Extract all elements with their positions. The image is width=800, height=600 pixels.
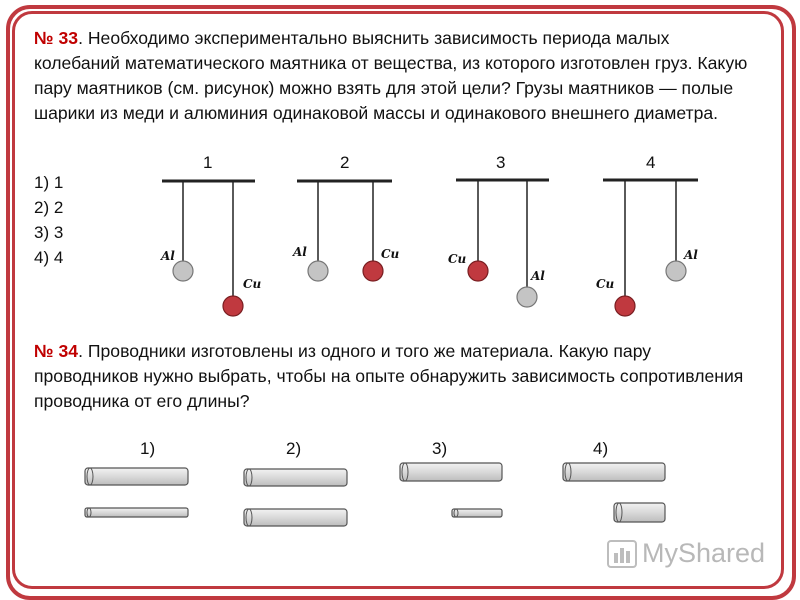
material-label-set3-right: Al [531, 269, 545, 283]
material-label-set1-left: Al [161, 249, 175, 263]
material-label-set2-right: Cu [381, 247, 400, 261]
copper-ball [615, 296, 635, 316]
conductor-pair-2 [244, 469, 347, 526]
aluminum-ball [308, 261, 328, 281]
conductor-pair-3 [400, 463, 502, 517]
aluminum-ball [173, 261, 193, 281]
conductor-option-label-2: 2) [286, 439, 302, 458]
conductor-rod [400, 463, 502, 481]
conductor-rod [563, 463, 665, 481]
answer-option-3: 3) 3 [34, 223, 64, 242]
material-label-set1-right: Cu [243, 277, 262, 291]
conductor-rod [452, 509, 502, 517]
conductor-pair-1 [85, 468, 188, 517]
pendulum-set-1 [162, 181, 255, 316]
answer-option-2: 2) 2 [34, 198, 64, 217]
answer-option-1: 1) 1 [34, 173, 64, 192]
conductor-pair-4 [563, 463, 665, 522]
material-label-set4-left: Cu [596, 277, 615, 291]
material-label-set2-left: Al [293, 245, 307, 259]
conductor-option-label-4: 4) [593, 439, 609, 458]
material-label-set3-left: Cu [448, 252, 467, 266]
pendulum-set-label-2: 2 [340, 153, 350, 172]
conductor-rod [244, 509, 347, 526]
problem-34 [34, 339, 754, 414]
pendulum-set-3 [456, 180, 549, 307]
conductor-rod [85, 468, 188, 485]
problem-33-text: . Необходимо экспериментально выяснить зависимость периода малых колебаний математического маятника от вещества, из которого изготовлен груз. Какую пару маятников (см. рисунок) можно взять для этой цели? Грузы маятников — полые шарики из меди и алюминия одинаковой массы и одинакового внешнего диаметра. [34, 28, 748, 123]
material-label-set4-right: Al [684, 248, 698, 262]
copper-ball [223, 296, 243, 316]
answer-option-4: 4) 4 [34, 248, 64, 267]
conductor-rod [244, 469, 347, 486]
pendulum-set-label-1: 1 [203, 153, 213, 172]
copper-ball [468, 261, 488, 281]
aluminum-ball [666, 261, 686, 281]
problem-33-number: № 33 [34, 28, 79, 48]
copper-ball [363, 261, 383, 281]
conductor-option-label-3: 3) [432, 439, 448, 458]
pendulum-set-label-3: 3 [496, 153, 506, 172]
problem-34-number: № 34 [34, 341, 79, 361]
pendulum-set-label-4: 4 [646, 153, 656, 172]
aluminum-ball [517, 287, 537, 307]
pendulum-set-2 [297, 181, 392, 281]
problem-34-text: . Проводники изготовлены из одного и того же материала. Какую пару проводников нужно выбрать, чтобы на опыте обнаружить зависимость сопротивления проводника от его длины? [34, 341, 744, 411]
myshared-logo-icon [608, 541, 636, 567]
conductor-rod [85, 508, 188, 517]
myshared-watermark: MyShared [642, 538, 766, 568]
conductor-option-label-1: 1) [140, 439, 156, 458]
